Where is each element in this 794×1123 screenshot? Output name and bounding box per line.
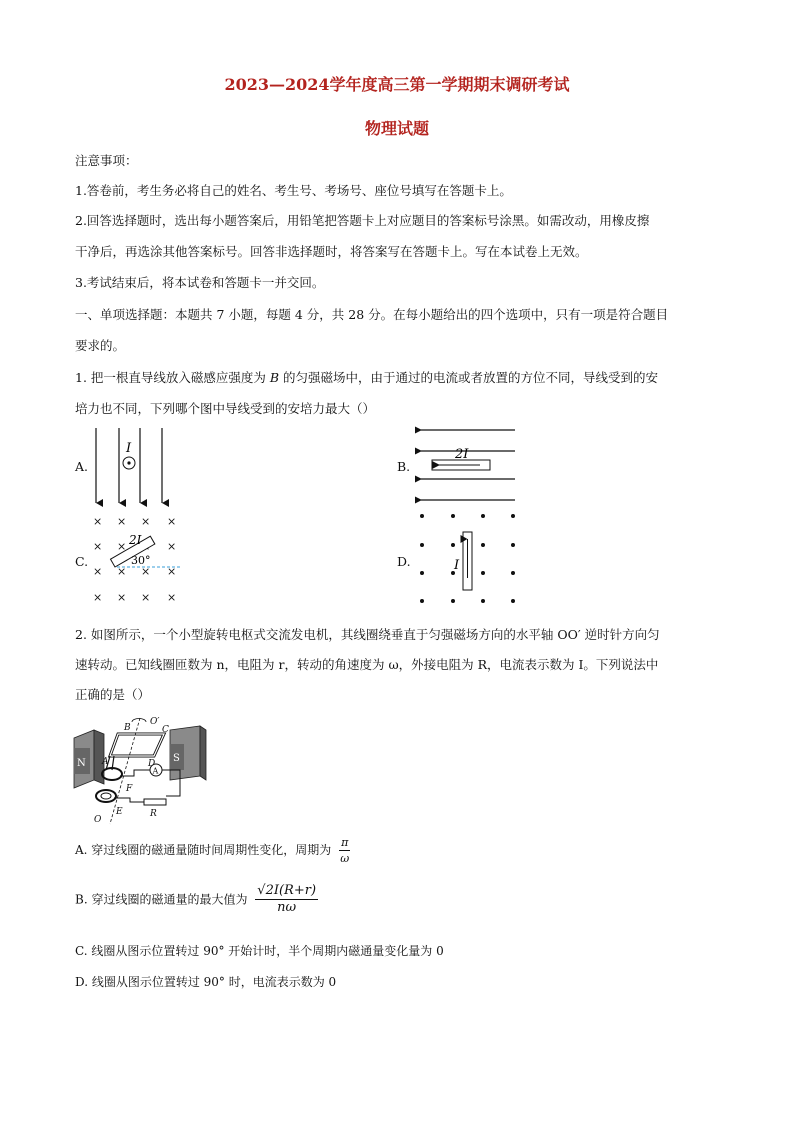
q1-figure-a: [85, 425, 185, 510]
magnet-n-label: N: [77, 758, 86, 769]
q2-option-c: C. 线圈从图示位置转过 90° 开始计时，半个周期内磁通量变化量为 0: [75, 944, 444, 958]
q2-option-b-denominator: nω: [277, 900, 297, 915]
q1-var-b: B: [269, 370, 280, 385]
svg-text:×: ×: [93, 591, 103, 604]
svg-text:×: ×: [117, 591, 127, 604]
svg-text:×: ×: [117, 540, 127, 553]
q2-option-b-text: B. 穿过线圈的磁通量的最大值为: [75, 892, 248, 907]
fig-d-current-label: I: [454, 558, 460, 573]
q1-option-b-label: B.: [397, 459, 411, 474]
svg-text:×: ×: [117, 565, 127, 578]
svg-text:×: ×: [141, 565, 151, 578]
label-c: C: [162, 725, 169, 735]
fig-c-current-label: 2I: [129, 533, 142, 547]
q2-option-a-numerator: π: [341, 836, 349, 849]
exam-title: 2023—2024学年度高三第一学期期末调研考试: [224, 75, 570, 94]
svg-text:×: ×: [167, 591, 177, 604]
magnet-s-label: S: [173, 753, 180, 764]
fig-b-current-label: 2I: [455, 447, 469, 462]
label-o-prime: O′: [150, 717, 160, 727]
svg-text:×: ×: [93, 540, 103, 553]
notes-item-3: 3.考试结束后，将本试卷和答题卡一并交回。: [75, 275, 325, 290]
resistor-icon: [144, 799, 166, 805]
q1-figure-c: [85, 510, 190, 610]
svg-text:×: ×: [93, 565, 103, 578]
q2-generator-figure: [72, 714, 212, 826]
fig-c-angle-label: 30°: [131, 554, 151, 567]
q2-option-b-numerator: √2I(R+r): [257, 883, 317, 898]
q2-option-a: [75, 835, 350, 866]
ammeter-label: A: [152, 766, 159, 776]
svg-text:×: ×: [167, 540, 177, 553]
label-b: B: [124, 723, 131, 733]
svg-text:×: ×: [93, 515, 103, 528]
exam-subtitle: 物理试题: [364, 119, 429, 138]
label-o: O: [94, 815, 102, 825]
svg-text:×: ×: [141, 515, 151, 528]
svg-text:×: ×: [141, 591, 151, 604]
label-r: R: [150, 809, 157, 819]
q2-line3: 正确的是（）: [75, 687, 151, 702]
q1-line2: 培力也不同，下列哪个图中导线受到的安培力最大（）: [75, 401, 376, 416]
svg-text:×: ×: [167, 565, 177, 578]
q2-option-a-text: A. 穿过线圈的磁通量随时间周期性变化，周期为: [75, 843, 332, 857]
label-a: A: [102, 757, 109, 767]
notes-item-2b: 干净后，再选涂其他答案标号。回答非选择题时，将答案写在答题卡上。写在本试卷上无效。: [75, 244, 588, 259]
svg-text:×: ×: [117, 515, 127, 528]
notes-item-1: 1.答卷前，考生务必将自己的姓名、考生号、考场号、座位号填写在答题卡上。: [75, 183, 512, 198]
svg-text:×: ×: [167, 515, 177, 528]
q2-line2: 速转动。已知线圈匝数为 n，电阻为 r，转动的角速度为 ω，外接电阻为 R，电流表示数为 I。下列说法中: [75, 657, 659, 672]
q2-line1: 2. 如图所示，一个小型旋转电枢式交流发电机，其线圈绕垂直于匀强磁场方向的水平轴 OO′ 逆时针方向匀: [75, 627, 660, 642]
q1-option-a-label: A.: [75, 459, 89, 474]
q2-option-d: D. 线圈从图示位置转过 90° 时，电流表示数为 0: [75, 975, 337, 989]
q2-option-a-denominator: ω: [340, 852, 350, 865]
q2-option-b: [75, 883, 318, 916]
label-e: E: [116, 807, 123, 817]
q2-option-b-fraction: [255, 883, 318, 916]
q1-figure-d: [412, 508, 522, 608]
section1-line1: 一、单项选择题：本题共 7 小题，每题 4 分，共 28 分。在每小题给出的四个选项中，只有一项是符合题目: [75, 307, 669, 322]
section1-line2: 要求的。: [75, 338, 126, 353]
notes-item-2a: 2.回答选择题时，选出每小题答案后，用铅笔把答题卡上对应题目的答案标号涂黑。如需改动，用橡皮擦: [75, 213, 650, 228]
q1-option-d-label: D.: [397, 554, 411, 569]
label-f: F: [126, 784, 133, 794]
q1-line1-pre: 1. 把一根直导线放入磁感应强度为: [75, 370, 270, 385]
notes-heading: 注意事项：: [75, 153, 138, 168]
fig-a-current-label: I: [126, 441, 132, 456]
q1-line1: [75, 370, 658, 386]
q1-line1-post: 的匀强磁场中，由于通过的电流或者放置的方位不同，导线受到的安: [279, 370, 659, 385]
q2-option-a-fraction: [339, 835, 350, 866]
q1-option-c-label: C.: [75, 554, 89, 569]
q1-figure-b: [415, 420, 525, 515]
label-d: D: [148, 759, 156, 769]
